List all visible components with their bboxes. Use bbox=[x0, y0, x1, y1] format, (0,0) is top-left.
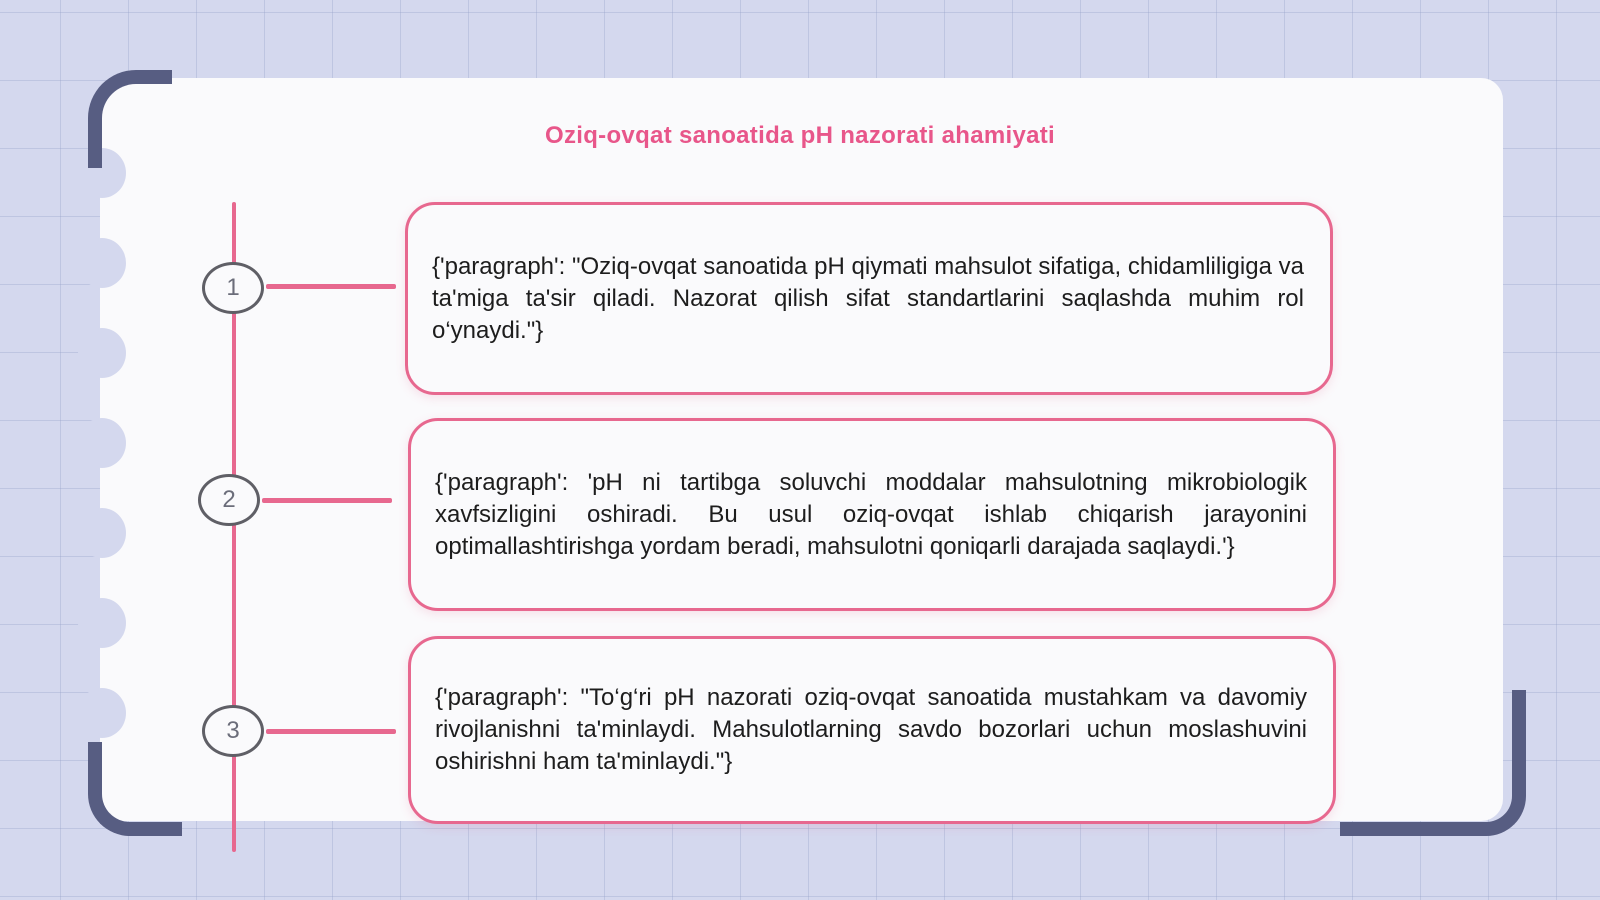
step-card-3 bbox=[408, 636, 1336, 824]
slide-title: Oziq-ovqat sanoatida pH nazorati ahamiyati bbox=[544, 122, 1056, 149]
step-card-text: {'paragraph': 'pH ni tartibga soluvchi moddalar mahsulotning mikrobiologik xavfsizligini oshiradi. Bu usul oziq-ovqat ishlab chiqarish jarayonini optimallashtirishga yordam beradi, mahsulotni qoniqarli darajada saqlaydi.'} bbox=[435, 468, 1307, 560]
frame-bracket-bottom-left bbox=[88, 742, 182, 836]
sheet-notch bbox=[78, 238, 126, 288]
frame-bracket-top-left bbox=[88, 70, 172, 168]
step-card-text: {'paragraph': "Oziq-ovqat sanoatida pH qiymati mahsulot sifatiga, chidamliligiga va ta'miga ta'sir qiladi. Nazorat qilish sifat standartlarini saqlashda muhim rol o‘ynaydi."} bbox=[432, 252, 1304, 344]
step-number-2: 2 bbox=[198, 474, 260, 526]
step-number-3: 3 bbox=[202, 705, 264, 757]
frame-bracket-bottom-right bbox=[1340, 690, 1526, 836]
sheet-notch bbox=[78, 598, 126, 648]
sheet-notch bbox=[78, 508, 126, 558]
step-card-2 bbox=[408, 418, 1336, 611]
sheet-notch bbox=[78, 688, 126, 738]
timeline-connector bbox=[266, 284, 396, 289]
step-number-1: 1 bbox=[202, 262, 264, 314]
timeline-connector bbox=[266, 729, 396, 734]
sheet-notch bbox=[78, 328, 126, 378]
sheet-notch bbox=[78, 418, 126, 468]
timeline-connector bbox=[262, 498, 392, 503]
step-card-text: {'paragraph': "To‘g‘ri pH nazorati oziq-ovqat sanoatida mustahkam va davomiy rivojlanishni ta'minlaydi. Mahsulotlarning savdo bozorlari uchun moslashuvini oshirishni ham ta'minlaydi."} bbox=[435, 684, 1307, 775]
step-card-1 bbox=[405, 202, 1333, 395]
